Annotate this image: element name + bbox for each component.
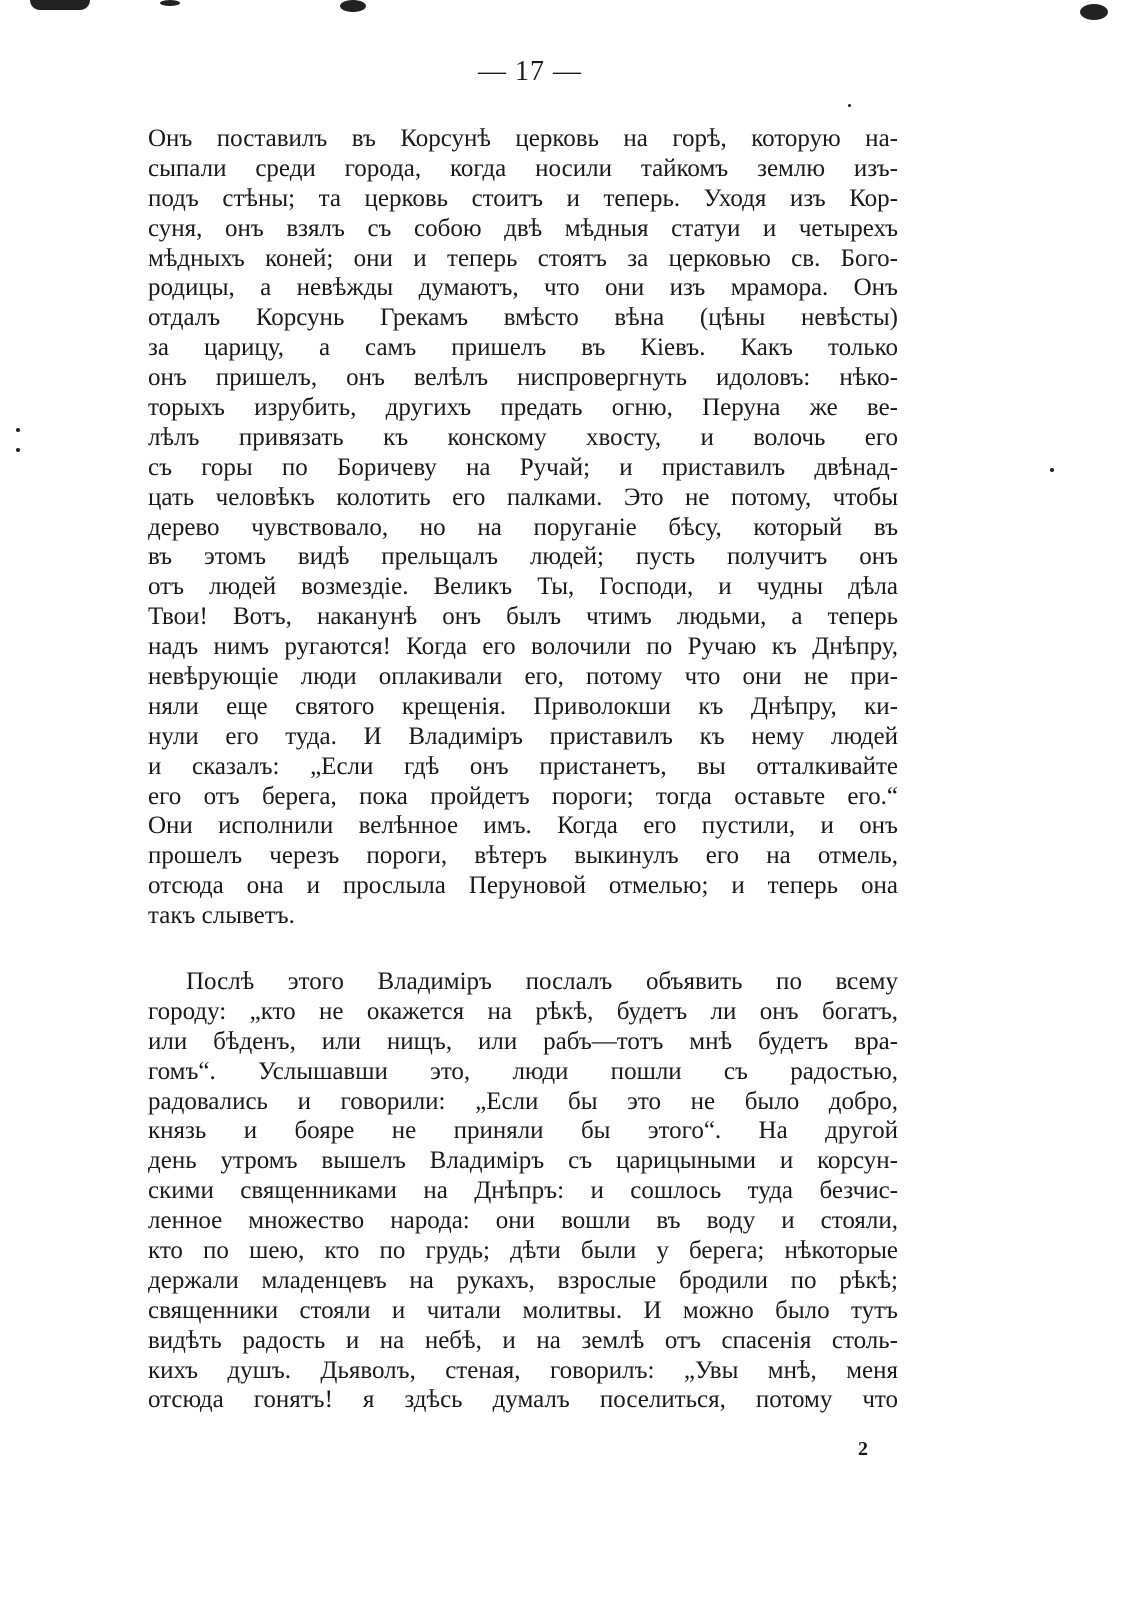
signature-mark: 2 [858,1438,868,1460]
text-line: такъ слыветъ. [148,902,295,930]
text-line: въ этомъ видѣ прельщалъ людей; пусть получитъ онъ [148,543,898,571]
text-line: прошелъ черезъ пороги, вѣтеръ выкинулъ его на отмель, [148,842,898,870]
scan-speck [160,0,180,6]
scan-speck [30,0,90,10]
text-line: няли еще святого крещенія. Приволокши къ Днѣпру, ки- [148,692,898,720]
text-line: Послѣ этого Владиміръ послалъ объявить по всему [186,968,898,995]
text-line: скими священниками на Днѣпръ: и сошлось туда безчис- [148,1177,898,1205]
text-line: радовались и говорили: „Если бы это не было добро, [148,1087,898,1115]
text-line: кто по шею, кто по грудь; дѣти были у берега; нѣкоторые [148,1237,898,1265]
text-line: отсюда гонятъ! я здѣсь думалъ поселиться, потому что [148,1386,898,1414]
paragraph-2 [148,967,898,1415]
text-line: отъ людей возмездіе. Великъ Ты, Господи, и чудны дѣла [148,573,898,601]
text-line: городу: „кто не окажется на рѣкѣ, будетъ ли онъ богатъ, [148,997,898,1025]
text-line: князь и бояре не приняли бы этого“. На другой [148,1117,898,1145]
text-line: сыпали среди города, когда носили тайкомъ землю изъ- [148,154,898,182]
scan-speck [340,0,366,12]
scan-speck [1050,468,1054,472]
text-line: или бѣденъ, или нищъ, или рабъ—тотъ мнѣ будетъ вра- [148,1027,898,1055]
text-line: священники стояли и читали молитвы. И можно было тутъ [148,1296,898,1324]
text-line: мѣдныхъ коней; они и теперь стоятъ за церковью св. Бого- [148,244,898,272]
text-line: и сказалъ: „Если гдѣ онъ пристанетъ, вы отталкивайте [148,752,898,780]
text-line: отсюда она и прослыла Перуновой отмелью; и теперь она [148,872,898,900]
text-line: родицы, а невѣжды думаютъ, что они изъ мрамора. Онъ [148,274,898,302]
text-line: дерево чувствовало, но на поруганіе бѣсу, который въ [148,513,898,541]
text-line: Они исполнили велѣнное имъ. Когда его пустили, и онъ [148,812,898,840]
text-line: ленное множество народа: они вошли въ воду и стояли, [148,1207,898,1235]
text-line: цать человѣкъ колотить его палками. Это не потому, чтобы [148,483,898,511]
text-line: невѣрующіе люди оплакивали его, потому что они не при- [148,663,898,691]
scan-speck [1080,4,1108,20]
text-line: видѣть радость и на небѣ, и на землѣ отъ спасенія столь- [148,1326,898,1354]
text-line: надъ нимъ ругаются! Когда его волочили по Ручаю къ Днѣпру, [148,633,898,661]
page-number: — 17 — [478,56,582,87]
text-line: Онъ поставилъ въ Корсунѣ церковь на горѣ, которую на- [148,125,898,152]
text-line: отдалъ Корсунь Грекамъ вмѣсто вѣна (цѣны невѣсты) [148,304,898,332]
text-line: его отъ берега, пока пройдетъ пороги; тогда оставьте его.“ [148,782,898,810]
text-line: съ горы по Боричеву на Ручай; и приставилъ двѣнад- [148,453,898,481]
paragraph-1 [148,124,898,931]
scan-speck [848,104,851,107]
text-line: нули его туда. И Владиміръ приставилъ къ нему людей [148,722,898,750]
text-line: день утромъ вышелъ Владиміръ съ царицыными и корсун- [148,1147,898,1175]
text-line: торыхъ изрубить, другихъ предать огню, Перуна же ве- [148,394,898,422]
text-line: держали младенцевъ на рукахъ, взрослые бродили по рѣкѣ; [148,1266,898,1294]
text-line: лѣлъ привязать къ конскому хвосту, и волочь его [148,423,898,451]
text-line: подъ стѣны; та церковь стоитъ и теперь. Уходя изъ Кор- [148,184,898,212]
text-line: онъ пришелъ, онъ велѣлъ ниспровергнуть идоловъ: нѣко- [148,364,898,392]
text-line: кихъ душъ. Дьяволъ, стеная, говорилъ: „Увы мнѣ, меня [148,1356,898,1384]
text-line: за царицу, а самъ пришелъ въ Кіевъ. Какъ только [148,334,898,362]
text-line: гомъ“. Услышавши это, люди пошли съ радостью, [148,1057,898,1085]
scan-speck [16,448,20,452]
text-line: суня, онъ взялъ съ собою двѣ мѣдныя статуи и четырехъ [148,214,898,242]
scan-speck [16,428,20,432]
text-line: Твои! Вотъ, наканунѣ онъ былъ чтимъ людьми, а теперь [148,603,898,631]
